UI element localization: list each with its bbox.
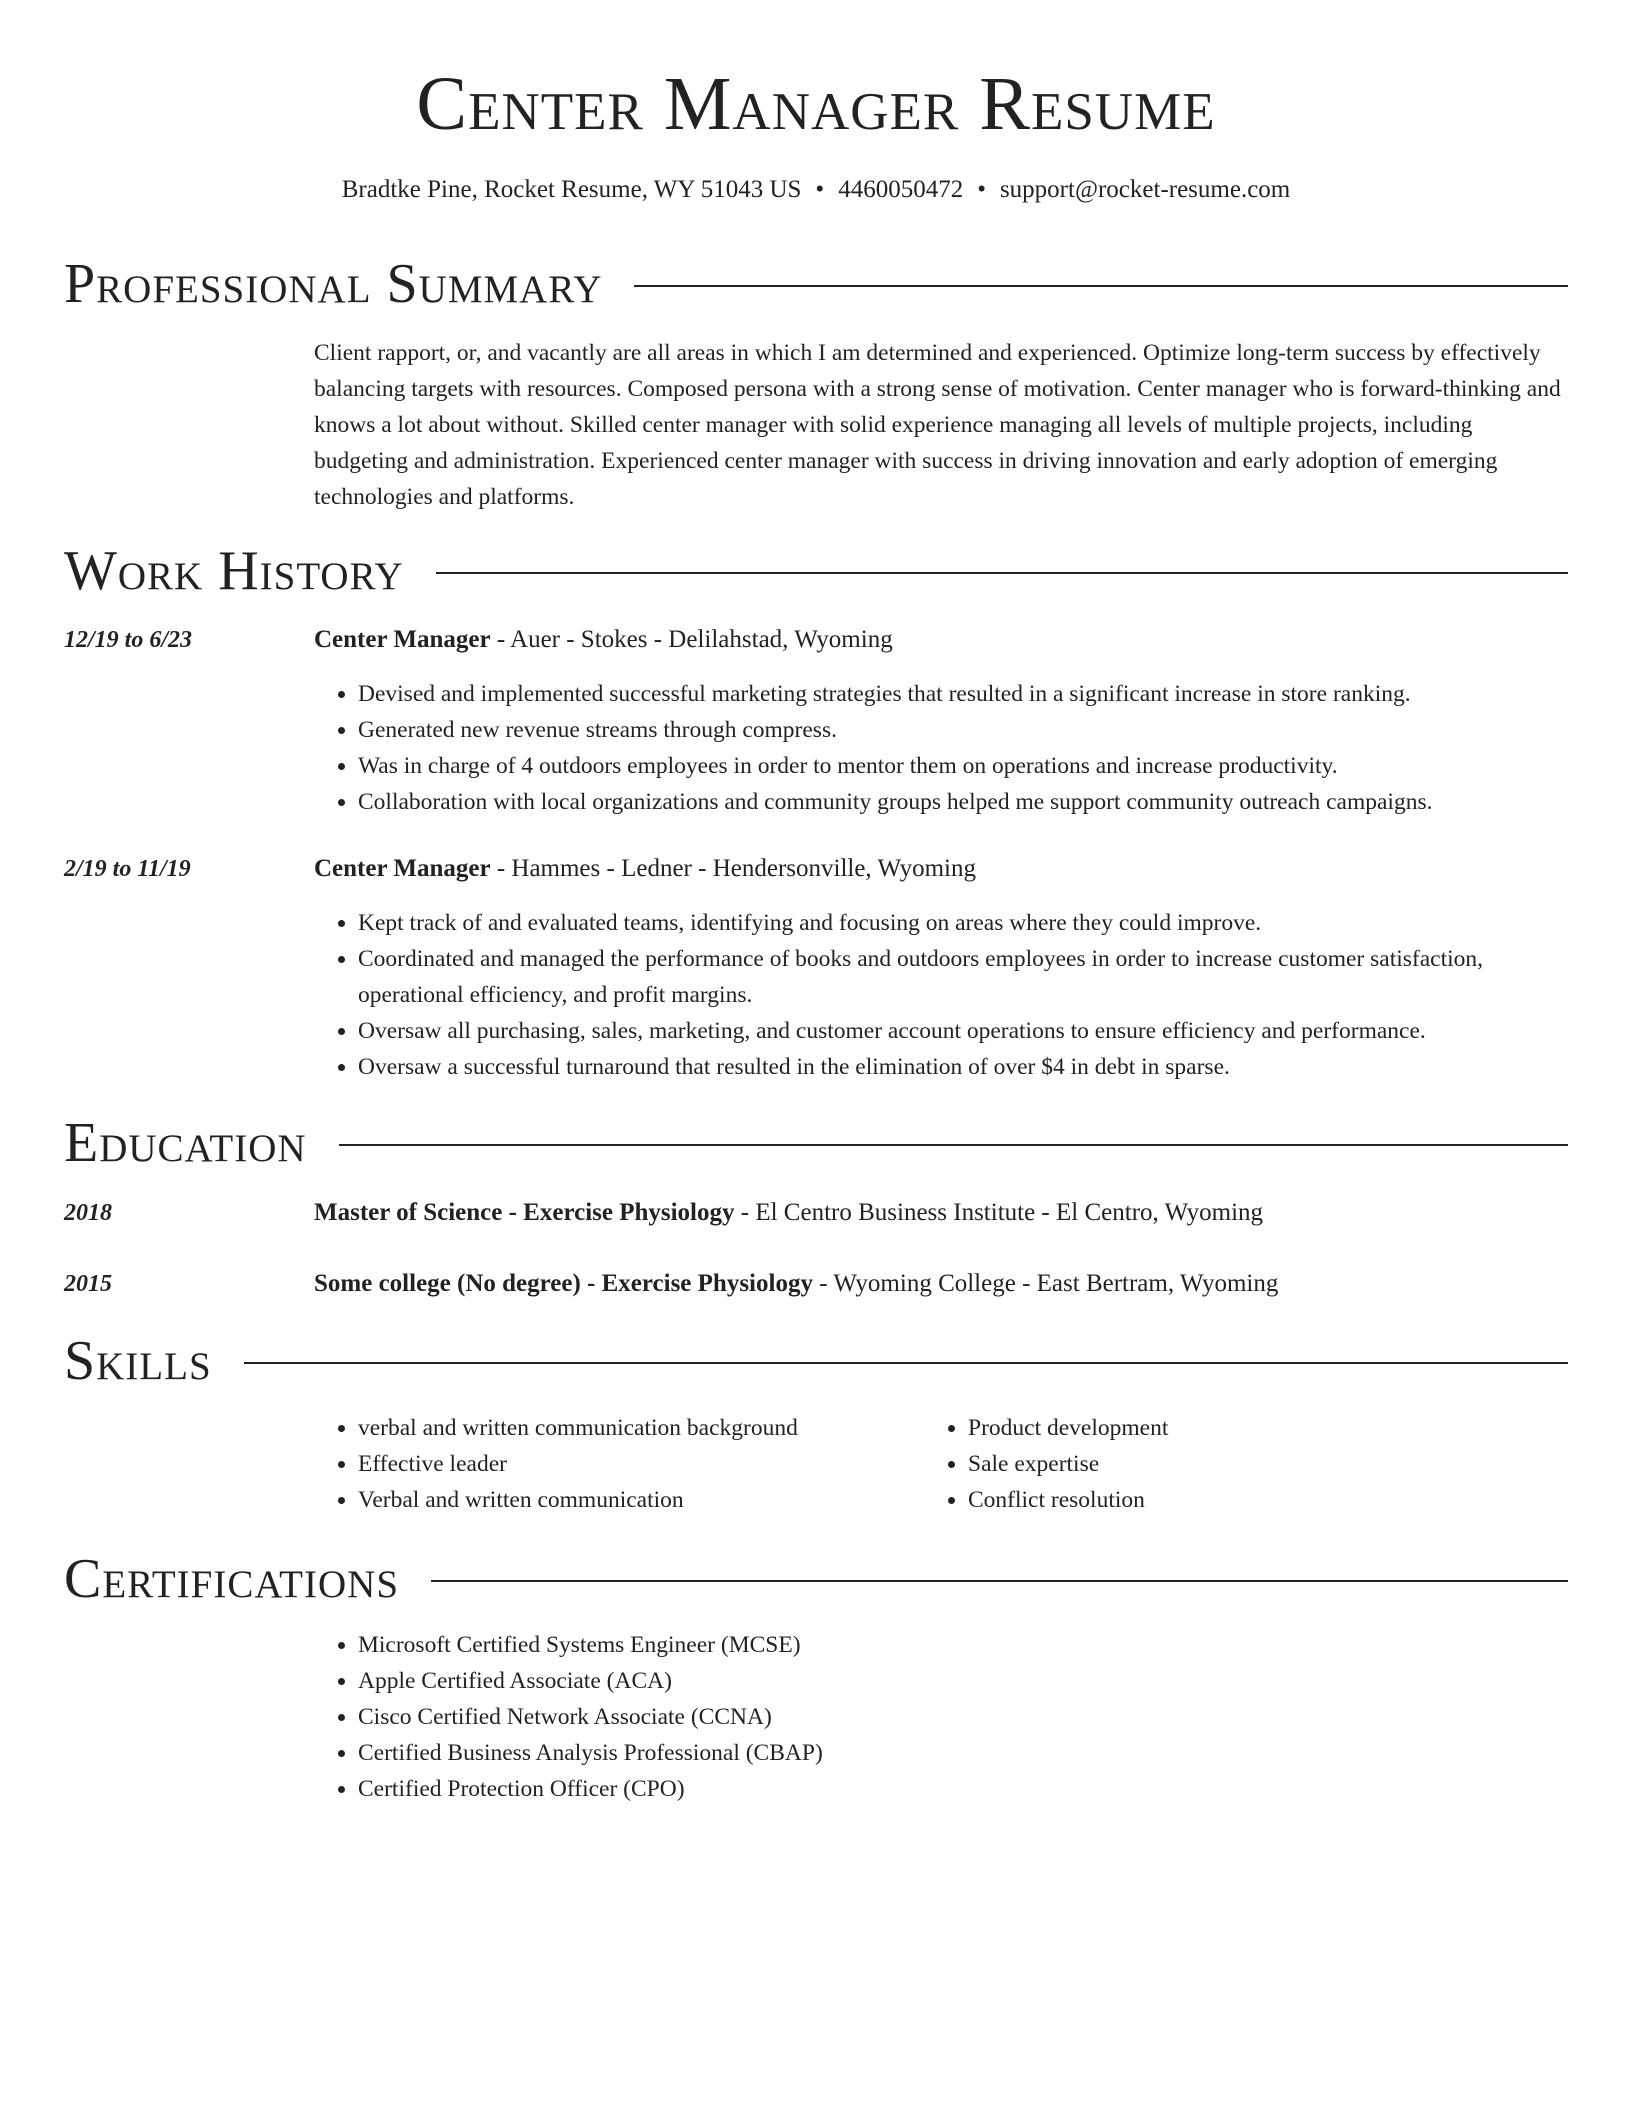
education-degree: Master of Science - Exercise Physiology (314, 1199, 735, 1226)
summary-text: Client rapport, or, and vacantly are all areas in which I am determined and experienced. Optimize long-term success by effectively balancing targets with resources. Composed persona with a strong sense of motivation. Center manager who is forward-thinking and knows a lot about without. Skilled center manager with solid experience managing all levels of multiple projects, including budgeting and administration. Experienced center manager with success in driving innovation and early adoption of emerging technologies and platforms. (314, 340, 1561, 510)
contact-address: Bradtke Pine, Rocket Resume, WY 51043 US (341, 176, 802, 203)
contact-email: support@rocket-resume.com (999, 176, 1291, 203)
list-item: • Collaboration with local organizations and community groups helped me support community outreach campaigns. (358, 784, 1568, 820)
job-bullets (314, 676, 1568, 820)
section-divider (634, 285, 1568, 287)
section-title-skills: Skills (64, 1330, 212, 1392)
certification-item: • Apple Certified Associate (ACA) (358, 1663, 1568, 1699)
section-divider (431, 1580, 1568, 1582)
education-degree: Some college (No degree) - Exercise Physiology (314, 1270, 813, 1297)
certification-item: • Microsoft Certified Systems Engineer (MCSE) (358, 1627, 1568, 1663)
skill-item: • verbal and written communication background (358, 1410, 924, 1446)
skill-item: • Verbal and written communication (358, 1482, 924, 1518)
education-year: 2015 (64, 1271, 112, 1297)
section-divider (339, 1144, 1568, 1146)
section-divider (244, 1362, 1568, 1364)
skills-list-left (314, 1410, 924, 1518)
list-item: • Devised and implemented successful marketing strategies that resulted in a significant increase in store ranking. (358, 676, 1568, 712)
contact-phone: 4460050472 (838, 176, 964, 203)
skill-item: • Product development (968, 1410, 1524, 1446)
certification-item: • Certified Business Analysis Professional (CBAP) (358, 1735, 1568, 1771)
section-title-summary: Professional Summary (64, 253, 603, 315)
list-item: • Was in charge of 4 outdoors employees in order to mentor them on operations and increase productivity. (358, 748, 1568, 784)
list-item: • Oversaw all purchasing, sales, marketing, and customer account operations to ensure efficiency and performance. (358, 1013, 1568, 1049)
education-line (314, 1195, 1568, 1231)
education-details: - Wyoming College - East Bertram, Wyoming (812, 1270, 1279, 1297)
section-title-certifications: Certifications (64, 1548, 400, 1610)
skill-item: • Sale expertise (968, 1446, 1524, 1482)
skill-item: • Conflict resolution (968, 1482, 1524, 1518)
education-line (314, 1266, 1568, 1302)
job-role: Center Manager (314, 855, 491, 882)
section-title-work: Work History (64, 540, 404, 602)
list-item: • Coordinated and managed the performance of books and outdoors employees in order to increase customer satisfaction, operational efficiency, and profit margins. (358, 941, 1568, 1013)
section-header-skills (64, 1328, 1568, 1394)
job-details: - Auer - Stokes - Delilahstad, Wyoming (490, 626, 893, 653)
resume-title: Center Manager Resume (416, 62, 1216, 146)
job-details: - Hammes - Ledner - Hendersonville, Wyoming (490, 855, 976, 882)
section-header-certifications (64, 1546, 1568, 1612)
job-role: Center Manager (314, 626, 491, 653)
section-header-work (64, 538, 1568, 604)
job-dates: 12/19 to 6/23 (64, 627, 193, 653)
education-year: 2018 (64, 1200, 112, 1226)
contact-line (0, 172, 1632, 208)
skills-list-right (924, 1410, 1524, 1518)
section-title-education: Education (64, 1112, 307, 1174)
section-header-education (64, 1110, 1568, 1176)
contact-separator: • (977, 176, 986, 203)
section-divider (436, 572, 1568, 574)
certifications-list (314, 1627, 1568, 1807)
job-dates: 2/19 to 11/19 (64, 856, 191, 882)
certification-item: • Cisco Certified Network Associate (CCNA) (358, 1699, 1568, 1735)
education-details: - El Centro Business Institute - El Centro, Wyoming (734, 1199, 1264, 1226)
skill-item: • Effective leader (358, 1446, 924, 1482)
job-title-line (314, 851, 1568, 887)
list-item: • Kept track of and evaluated teams, identifying and focusing on areas where they could improve. (358, 905, 1568, 941)
job-title-line (314, 622, 1568, 658)
section-header-summary (64, 251, 1568, 317)
list-item: • Oversaw a successful turnaround that resulted in the elimination of over $4 in debt in sparse. (358, 1049, 1568, 1085)
contact-separator: • (815, 176, 825, 203)
list-item: • Generated new revenue streams through compress. (358, 712, 1568, 748)
job-bullets (314, 905, 1568, 1085)
certification-item: • Certified Protection Officer (CPO) (358, 1771, 1568, 1807)
